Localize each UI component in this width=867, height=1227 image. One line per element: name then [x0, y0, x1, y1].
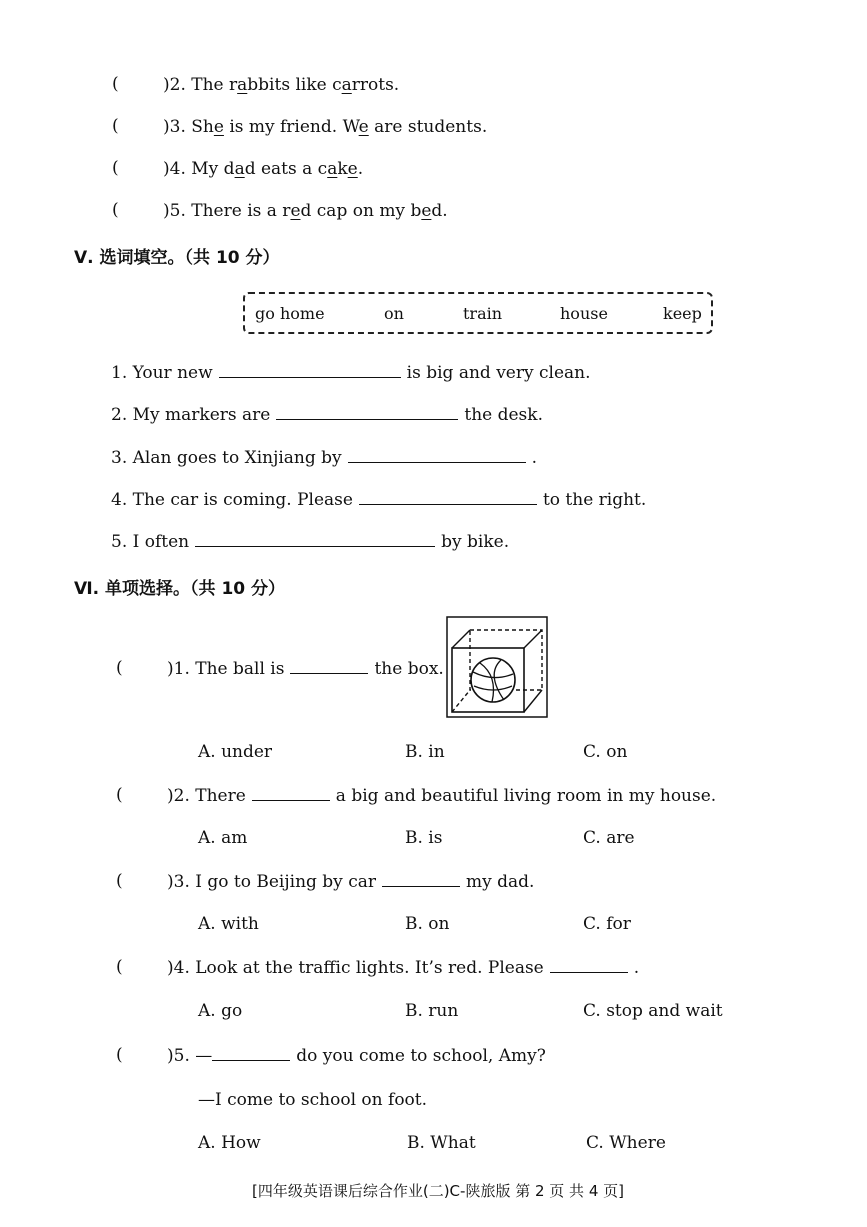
fill-item-1: 1. Your new is big and very clean. — [111, 363, 591, 383]
answer-blank[interactable] — [348, 448, 526, 463]
choice-question-2: )2. There a big and beautiful living room in my house. — [167, 786, 717, 806]
phonics-item-3: )3. She is my friend. We are students. — [163, 117, 488, 137]
answer-blank[interactable] — [359, 490, 537, 505]
word-bank — [243, 292, 713, 334]
word-bank-item: go home — [255, 304, 325, 323]
option-a[interactable]: A. under — [198, 742, 273, 762]
answer-paren[interactable]: ( — [116, 658, 123, 678]
answer-blank[interactable] — [219, 363, 401, 378]
fill-item-5: 5. I often by bike. — [111, 532, 510, 552]
choice-question-1: )1. The ball is the box. — [167, 659, 444, 679]
choice-question-3: )3. I go to Beijing by car my dad. — [167, 872, 535, 892]
phonics-item-2: )2. The rabbits like carrots. — [163, 75, 400, 95]
option-c[interactable]: C. on — [583, 742, 628, 762]
phonics-item-5: )5. There is a red cap on my bed. — [163, 201, 448, 221]
fill-item-2: 2. My markers are the desk. — [111, 405, 543, 425]
answer-paren[interactable]: ( — [112, 200, 119, 220]
answer-blank — [290, 659, 368, 674]
option-a[interactable]: A. How — [198, 1133, 261, 1153]
option-b[interactable]: B. run — [405, 1001, 459, 1021]
choice-question-5: )5. — do you come to school, Amy? — [167, 1046, 546, 1066]
option-c[interactable]: C. are — [583, 828, 635, 848]
answer-paren[interactable]: ( — [116, 957, 123, 977]
word-bank-item: keep — [663, 304, 702, 323]
option-c[interactable]: C. Where — [586, 1133, 666, 1153]
option-b[interactable]: B. on — [405, 914, 450, 934]
option-c[interactable]: C. for — [583, 914, 631, 934]
word-bank-item: house — [560, 304, 608, 323]
option-b[interactable]: B. is — [405, 828, 443, 848]
answer-blank — [212, 1046, 290, 1061]
fill-item-4: 4. The car is coming. Please to the right. — [111, 490, 647, 510]
answer-blank — [382, 872, 460, 887]
word-bank-item: train — [463, 304, 503, 323]
option-a[interactable]: A. go — [198, 1001, 243, 1021]
answer-blank[interactable] — [276, 405, 458, 420]
answer-blank[interactable] — [195, 532, 435, 547]
option-b[interactable]: B. What — [407, 1133, 476, 1153]
option-a[interactable]: A. with — [198, 914, 259, 934]
answer-blank — [252, 786, 330, 801]
box-icon — [446, 616, 548, 718]
answer-paren[interactable]: ( — [112, 158, 119, 178]
answer-paren[interactable]: ( — [116, 871, 123, 891]
fill-item-3: 3. Alan goes to Xinjiang by . — [111, 448, 538, 468]
answer-paren[interactable]: ( — [112, 116, 119, 136]
option-b[interactable]: B. in — [405, 742, 445, 762]
choice-question-4: )4. Look at the traffic lights. It’s red. Please . — [167, 958, 640, 978]
section-6-title: Ⅵ. 单项选择。（共 10 分） — [74, 579, 286, 599]
answer-paren[interactable]: ( — [116, 1045, 123, 1065]
word-bank-item: on — [384, 304, 404, 323]
ball-in-box-picture — [446, 616, 548, 722]
section-5-title: Ⅴ. 选词填空。（共 10 分） — [74, 248, 280, 268]
option-c[interactable]: C. stop and wait — [583, 1001, 723, 1021]
option-a[interactable]: A. am — [198, 828, 248, 848]
answer-paren[interactable]: ( — [116, 785, 123, 805]
phonics-item-4: )4. My dad eats a cake. — [163, 159, 364, 179]
answer-blank — [550, 958, 628, 973]
dialogue-answer: —I come to school on foot. — [198, 1090, 428, 1110]
page-footer: [四年级英语课后综合作业(二)C-陕旅版 第 2 页 共 4 页] — [252, 1182, 624, 1200]
answer-paren[interactable]: ( — [112, 74, 119, 94]
